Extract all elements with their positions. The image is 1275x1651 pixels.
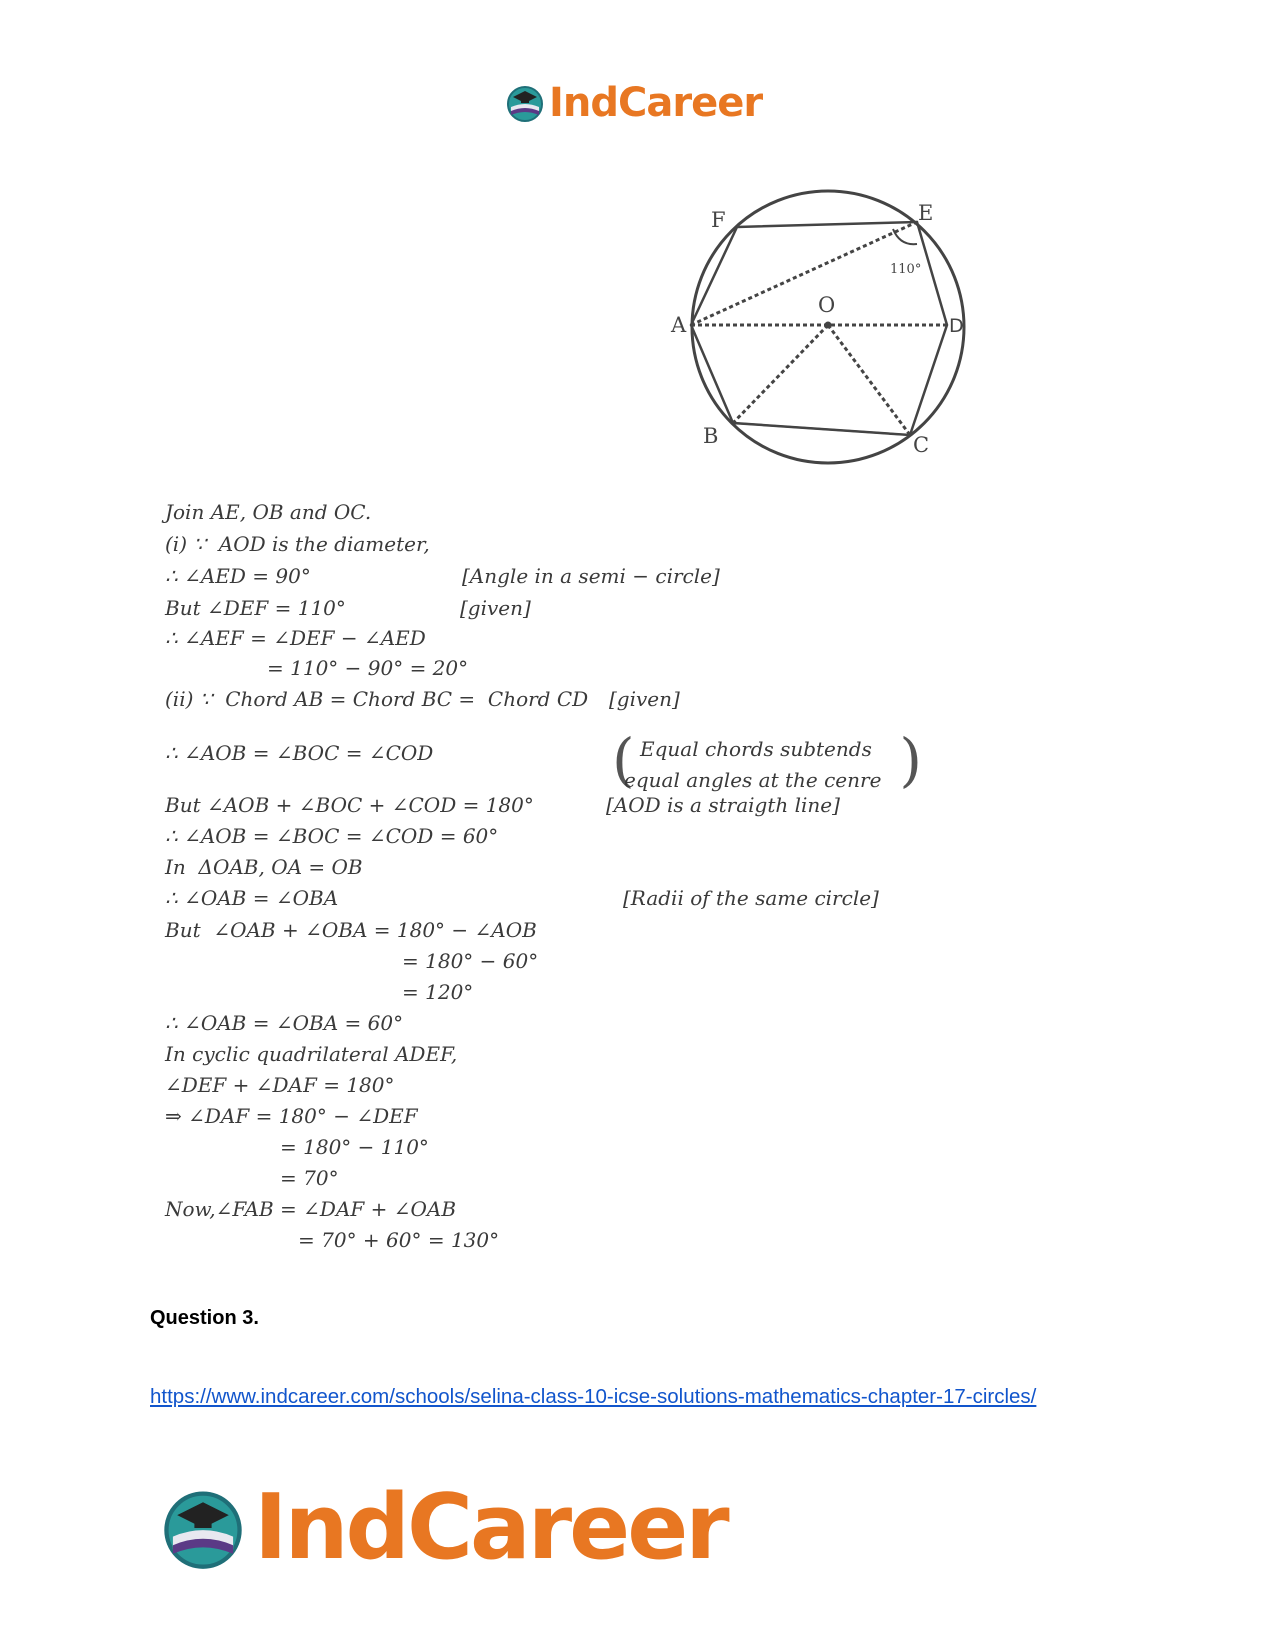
reason-radii: [Radii of the same circle] [623, 886, 879, 910]
header-logo [505, 80, 762, 126]
reason-given: [given] [609, 687, 680, 711]
label-d: D [949, 315, 964, 337]
solution-line: But ∠OAB + ∠OBA = 180° − ∠AOB [165, 918, 537, 942]
solution-line: In cyclic quadrilateral ADEF, [165, 1042, 458, 1066]
reason-straight-line: [AOD is a straigth line] [606, 793, 840, 817]
reason-equal-chords: ( Equal chords subtends equal angles at the cenre ) [612, 726, 922, 794]
solution-line: = 180° − 60° [402, 949, 539, 973]
reason-semicircle: [Angle in a semi − circle] [462, 564, 720, 588]
solution-line: (i) ∵ AOD is the diameter, [165, 532, 430, 556]
solution-line: In ΔOAB, OA = OB [165, 855, 363, 879]
label-b: B [703, 424, 719, 448]
solution-line: ∴ ∠OAB = ∠OBA [165, 886, 339, 910]
solution-line: Join AE, OB and OC. [165, 500, 372, 524]
solution-line: ∴ ∠AOB = ∠BOC = ∠COD = 60° [165, 824, 499, 848]
reason-equal-chords-line-2: equal angles at the cenre [624, 768, 882, 792]
solution-line: ∴ ∠AEF = ∠DEF − ∠AED [165, 626, 426, 650]
solution-line: ∠DEF + ∠DAF = 180° [165, 1073, 395, 1097]
center-o [825, 322, 832, 329]
label-a: A [671, 313, 687, 337]
solution-line: Now,∠FAB = ∠DAF + ∠OAB [165, 1197, 457, 1221]
label-c: C [913, 433, 930, 457]
angle-label-e: 110° [890, 262, 922, 277]
solution-line: ∴ ∠AOB = ∠BOC = ∠COD [165, 741, 434, 765]
solution-line: ∴ ∠OAB = ∠OBA = 60° [165, 1011, 404, 1035]
footer-logo [160, 1475, 727, 1580]
question-heading: Question 3. [150, 1307, 259, 1329]
logo-wordmark: IndCareer [549, 80, 763, 126]
reason-equal-chords-line-1: Equal chords subtends [640, 737, 872, 761]
source-link[interactable]: https://www.indcareer.com/schools/selina-class-10-icse-solutions-mathematics-chapter-17-circles/ [150, 1385, 1037, 1408]
solution-line: = 110° − 90° = 20° [267, 656, 469, 680]
solution-line: = 70° [280, 1166, 339, 1190]
solution-line: (ii) ∵ Chord AB = Chord BC = Chord CD [165, 687, 589, 711]
label-o: O [818, 293, 836, 317]
hexagon-sides [691, 222, 947, 435]
graduation-cap-book-globe-icon [160, 1485, 246, 1571]
logo-wordmark: IndCareer [254, 1475, 727, 1580]
label-e: E [918, 201, 934, 225]
chord-bc-dashed [733, 423, 910, 435]
graduation-cap-book-globe-icon [505, 83, 545, 123]
circle-diagram [671, 180, 985, 480]
label-f: F [711, 208, 726, 232]
reason-given: [given] [460, 596, 531, 620]
solution-line: = 180° − 110° [280, 1135, 429, 1159]
solution-line: ⇒ ∠DAF = 180° − ∠DEF [165, 1104, 418, 1128]
solution-line: ∴ ∠AED = 90° [165, 564, 311, 588]
solution-line: = 120° [402, 980, 474, 1004]
solution-line: But ∠AOB + ∠BOC + ∠COD = 180° [165, 793, 534, 817]
solution-line: But ∠DEF = 110° [165, 596, 346, 620]
solution-line: = 70° + 60° = 130° [298, 1228, 500, 1252]
radius-oc [828, 325, 910, 435]
radius-ob [733, 325, 828, 423]
